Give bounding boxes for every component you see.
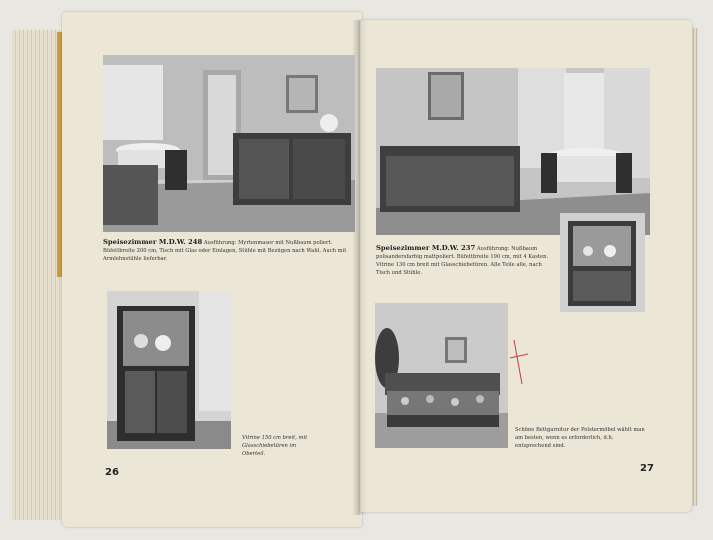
dining-room-photo-248 [103,55,355,232]
vitrine-photo-237 [560,213,645,312]
right-caption-title: Speisezimmer M.D.W. 237 [376,244,476,252]
dining-room-photo-237 [376,68,650,235]
left-caption-text: Ausführung: Myrtenmaser mit Nußbaum poliert. Büfettbreite 200 cm, Tisch mit Glas oder Einlagen, Stühle mit Bezügen nach Wahl. Auch mit Armlehnstühle lieferbar. [103,240,347,262]
vitrine-caption: Vitrine 150 cm breit, mit Glasschiebetüren im Oberteil. [242,435,308,457]
sofa-photo [375,303,508,448]
sofa-caption: Schöne Bettgarnitur der Polstermöbel wählt man am besten, wenn es erforderlich, d.h. entsprechend sind. [515,427,645,449]
red-pencil-mark [508,338,530,386]
right-caption-text: Ausführung: Nußbaum polisandersfarbig mattpoliert. Büfettbreite 190 cm, mit 4 Kasten. Vitrine 130 cm breit mit Glasschiebetüren. Alle Teile alle, nach Tisch und Stühle. [376,246,549,276]
right-caption [376,244,554,277]
left-caption [103,238,358,263]
page-number-right: 27 [640,463,654,474]
page-number-left: 26 [105,467,119,478]
left-caption-title: Speisezimmer M.D.W. 248 [103,238,203,246]
vitrine-photo [107,291,231,449]
